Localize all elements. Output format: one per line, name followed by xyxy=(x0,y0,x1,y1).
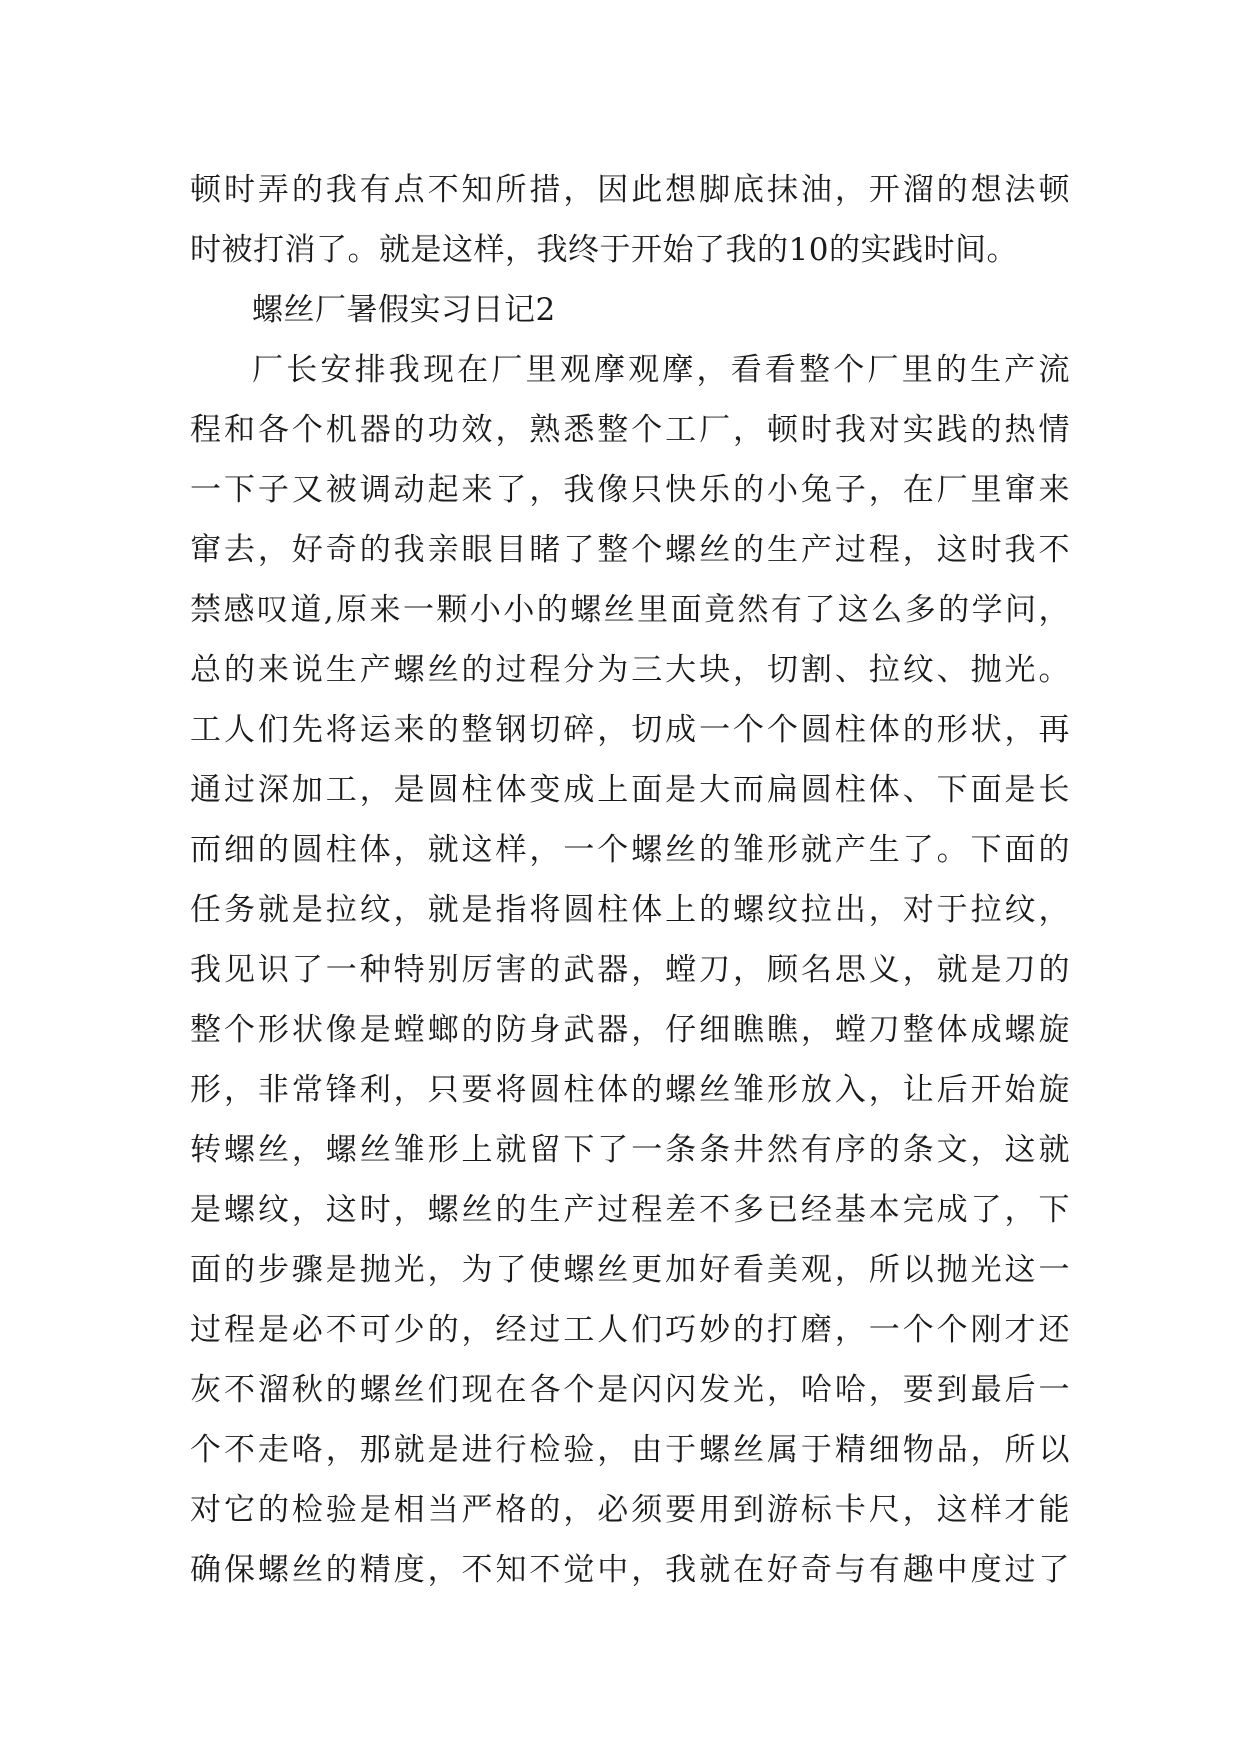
paragraph-line: 程和各个机器的功效，熟悉整个工厂，顿时我对实践的热情 xyxy=(190,412,1070,448)
paragraph-line: 整个形状像是螳螂的防身武器，仔细瞧瞧，螳刀整体成螺旋 xyxy=(190,1012,1070,1048)
paragraph-line: 个不走咯，那就是进行检验，由于螺丝属于精细物品，所以 xyxy=(190,1432,1070,1468)
section-title: 螺丝厂暑假实习日记2 xyxy=(252,292,556,328)
paragraph-line: 窜去，好奇的我亲眼目睹了整个螺丝的生产过程，这时我不 xyxy=(190,532,1070,568)
paragraph-line: 灰不溜秋的螺丝们现在各个是闪闪发光，哈哈，要到最后一 xyxy=(190,1372,1070,1408)
paragraph-line: 而细的圆柱体，就这样，一个螺丝的雏形就产生了。下面的 xyxy=(190,832,1070,868)
paragraph-line: 是螺纹，这时，螺丝的生产过程差不多已经基本完成了，下 xyxy=(190,1192,1070,1228)
paragraph-line: 转螺丝，螺丝雏形上就留下了一条条井然有序的条文，这就 xyxy=(190,1132,1070,1168)
body-text xyxy=(190,160,1070,1600)
paragraph-line: 对它的检验是相当严格的，必须要用到游标卡尺，这样才能 xyxy=(190,1492,1070,1528)
paragraph-line: 我见识了一种特别厉害的武器，螳刀，顾名思义，就是刀的 xyxy=(190,952,1070,988)
paragraph-line: 通过深加工，是圆柱体变成上面是大而扁圆柱体、下面是长 xyxy=(190,772,1070,808)
paragraph-line: 过程是必不可少的，经过工人们巧妙的打磨，一个个刚才还 xyxy=(190,1312,1070,1348)
paragraph-line: 任务就是拉纹，就是指将圆柱体上的螺纹拉出，对于拉纹， xyxy=(190,892,1070,928)
paragraph-line: 时被打消了。就是这样，我终于开始了我的10的实践时间。 xyxy=(190,232,1018,268)
paragraph-line: 一下子又被调动起来了，我像只快乐的小兔子，在厂里窜来 xyxy=(190,472,1070,508)
paragraph-line: 形，非常锋利，只要将圆柱体的螺丝雏形放入，让后开始旋 xyxy=(190,1072,1070,1108)
paragraph-line: 确保螺丝的精度，不知不觉中，我就在好奇与有趣中度过了 xyxy=(190,1552,1070,1588)
paragraph-line: 工人们先将运来的整钢切碎，切成一个个圆柱体的形状，再 xyxy=(190,712,1070,748)
paragraph-line: 禁感叹道,原来一颗小小的螺丝里面竟然有了这么多的学问， xyxy=(190,592,1070,628)
paragraph-line: 厂长安排我现在厂里观摩观摩，看看整个厂里的生产流 xyxy=(252,352,1070,388)
paragraph-line: 总的来说生产螺丝的过程分为三大块，切割、拉纹、抛光。 xyxy=(190,652,1070,688)
paragraph-line: 面的步骤是抛光，为了使螺丝更加好看美观，所以抛光这一 xyxy=(190,1252,1070,1288)
paragraph-line: 顿时弄的我有点不知所措，因此想脚底抹油，开溜的想法顿 xyxy=(190,172,1070,208)
